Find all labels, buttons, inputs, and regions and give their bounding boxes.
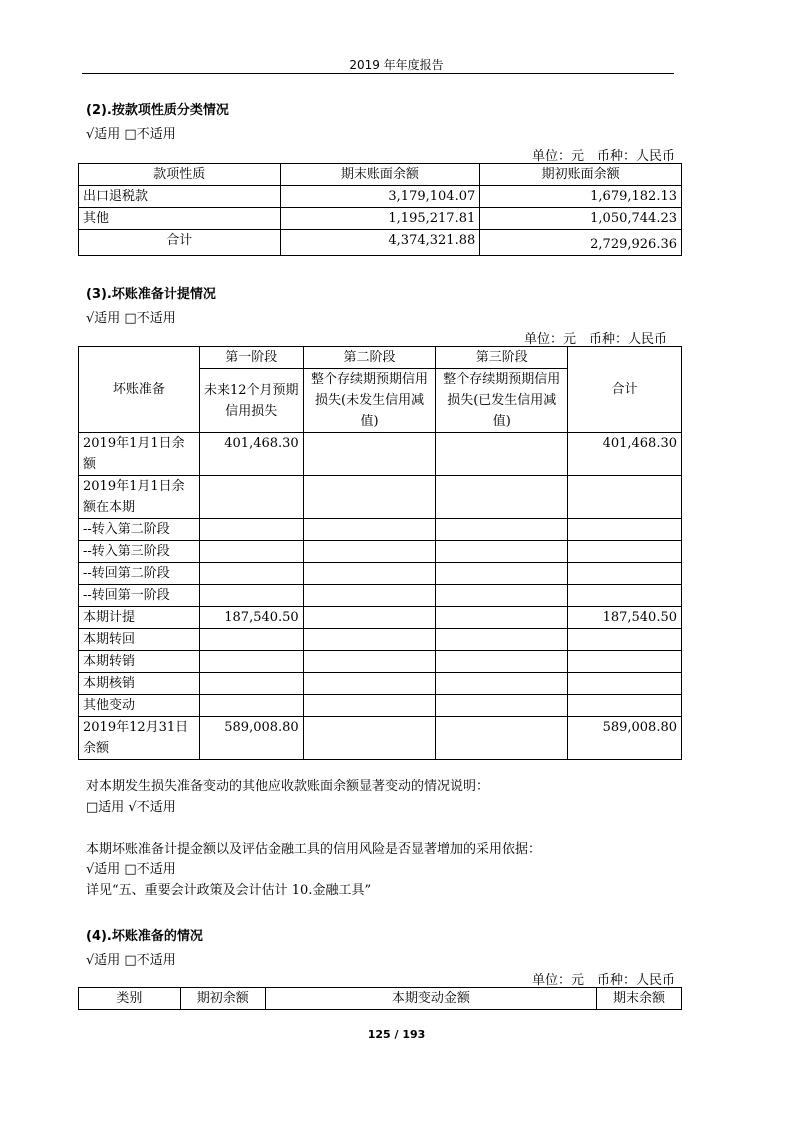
table-row <box>79 519 682 541</box>
table-row <box>79 629 682 651</box>
cell-value <box>436 651 568 673</box>
cell-value <box>436 673 568 695</box>
cell-value <box>436 695 568 717</box>
section2-table <box>78 163 682 256</box>
cell-value <box>568 673 682 695</box>
cell-value <box>303 651 436 673</box>
column-header: 期初余额 <box>180 988 265 1010</box>
table-row <box>79 433 682 476</box>
cell-value: 589,008.80 <box>568 717 682 760</box>
table-row <box>79 607 682 629</box>
cell-value <box>199 563 303 585</box>
column-header: 坏账准备 <box>79 347 200 433</box>
section2-unit: 单位：元 币种：人民币 <box>531 149 675 164</box>
note2-applicability: √适用 □不适用 <box>86 862 176 877</box>
cell-value: 1,195,217.81 <box>280 208 480 230</box>
cell-value <box>199 519 303 541</box>
cell-value <box>568 695 682 717</box>
cell-value <box>568 629 682 651</box>
table-header-row <box>79 164 682 186</box>
row-label: 本期核销 <box>79 673 200 695</box>
cell-value <box>436 476 568 519</box>
table-row <box>79 541 682 563</box>
cell-value <box>568 541 682 563</box>
cell-value <box>303 607 436 629</box>
cell-value <box>568 585 682 607</box>
header-divider <box>82 73 674 74</box>
column-header: 合计 <box>568 347 682 433</box>
cell-value: 4,374,321.88 <box>280 230 480 256</box>
row-label: 其他变动 <box>79 695 200 717</box>
table-row <box>79 695 682 717</box>
section4-title: (4).坏账准备的情况 <box>86 929 203 944</box>
row-label: 其他 <box>79 208 281 230</box>
cell-value <box>568 476 682 519</box>
section4-table <box>78 987 682 1010</box>
cell-value <box>303 541 436 563</box>
table-row <box>79 563 682 585</box>
cell-value <box>199 629 303 651</box>
table-row <box>79 208 682 230</box>
row-label: --转回第二阶段 <box>79 563 200 585</box>
cell-value: 187,540.50 <box>568 607 682 629</box>
cell-value <box>303 695 436 717</box>
section2-title: (2).按款项性质分类情况 <box>86 103 229 118</box>
cell-value <box>303 476 436 519</box>
cell-value <box>199 541 303 563</box>
column-subheader: 整个存续期预期信用损失(未发生信用减值) <box>303 369 436 433</box>
cell-value <box>436 717 568 760</box>
row-label: --转回第一阶段 <box>79 585 200 607</box>
cell-value: 589,008.80 <box>199 717 303 760</box>
table-row <box>79 651 682 673</box>
cell-value <box>199 673 303 695</box>
column-subheader: 未来12个月预期信用损失 <box>199 369 303 433</box>
cell-value: 2,729,926.36 <box>480 230 682 256</box>
cell-value <box>303 563 436 585</box>
table-row <box>79 230 682 256</box>
cell-value <box>436 519 568 541</box>
note2-text: 本期坏账准备计提金额以及评估金融工具的信用风险是否显著增加的采用依据： <box>86 842 542 857</box>
cell-value: 401,468.30 <box>568 433 682 476</box>
row-label: --转入第二阶段 <box>79 519 200 541</box>
column-subheader: 整个存续期预期信用损失(已发生信用减值) <box>436 369 568 433</box>
section3-applicability: √适用 □不适用 <box>86 311 176 326</box>
cell-value <box>568 519 682 541</box>
cell-value <box>303 629 436 651</box>
cell-value <box>568 563 682 585</box>
cell-value <box>436 433 568 476</box>
section2-applicability: √适用 □不适用 <box>86 127 176 142</box>
note1-text: 对本期发生损失准备变动的其他应收款账面余额显著变动的情况说明： <box>86 779 490 794</box>
row-label: 本期计提 <box>79 607 200 629</box>
row-label: 本期转回 <box>79 629 200 651</box>
column-header: 期末余额 <box>597 988 682 1010</box>
section3-title: (3).坏账准备计提情况 <box>86 287 216 302</box>
table-header-row <box>79 988 682 1010</box>
report-header: 2019 年年度报告 <box>349 58 444 72</box>
cell-value <box>303 519 436 541</box>
page-number: 125 / 193 <box>367 1028 426 1041</box>
row-label: 2019年1月1日余额在本期 <box>79 476 200 519</box>
cell-value <box>199 585 303 607</box>
cell-value <box>303 433 436 476</box>
cell-value <box>436 541 568 563</box>
column-header: 第三阶段 <box>436 347 568 369</box>
table-row <box>79 717 682 760</box>
section4-applicability: √适用 □不适用 <box>86 953 176 968</box>
cell-value <box>436 629 568 651</box>
row-label: --转入第三阶段 <box>79 541 200 563</box>
column-header: 第二阶段 <box>303 347 436 369</box>
cell-value: 1,050,744.23 <box>480 208 682 230</box>
table-header-row <box>79 347 682 369</box>
note2-detail: 详见“五、重要会计政策及会计估计 10.金融工具” <box>86 883 372 898</box>
table-row <box>79 673 682 695</box>
section3-unit: 单位：元 币种：人民币 <box>523 332 667 347</box>
row-label: 出口退税款 <box>79 186 281 208</box>
cell-value <box>199 476 303 519</box>
column-header: 本期变动金额 <box>265 988 596 1010</box>
column-header: 期初账面余额 <box>480 164 682 186</box>
column-header: 类别 <box>79 988 181 1010</box>
row-label: 本期转销 <box>79 651 200 673</box>
cell-value <box>303 673 436 695</box>
cell-value: 187,540.50 <box>199 607 303 629</box>
cell-value: 3,179,104.07 <box>280 186 480 208</box>
table-row <box>79 476 682 519</box>
table-row <box>79 585 682 607</box>
cell-value <box>303 717 436 760</box>
cell-value: 1,679,182.13 <box>480 186 682 208</box>
cell-value <box>568 651 682 673</box>
section4-unit: 单位：元 币种：人民币 <box>531 973 675 988</box>
cell-value <box>199 695 303 717</box>
section3-table <box>78 346 682 760</box>
cell-value <box>303 585 436 607</box>
column-header: 款项性质 <box>79 164 281 186</box>
row-label: 合计 <box>79 230 281 256</box>
cell-value <box>436 585 568 607</box>
table-row <box>79 186 682 208</box>
column-header: 第一阶段 <box>199 347 303 369</box>
row-label: 2019年1月1日余额 <box>79 433 200 476</box>
cell-value <box>199 651 303 673</box>
note1-applicability: □适用 √不适用 <box>86 800 176 815</box>
row-label: 2019年12月31日余额 <box>79 717 200 760</box>
column-header: 期末账面余额 <box>280 164 480 186</box>
cell-value <box>436 563 568 585</box>
cell-value: 401,468.30 <box>199 433 303 476</box>
cell-value <box>436 607 568 629</box>
